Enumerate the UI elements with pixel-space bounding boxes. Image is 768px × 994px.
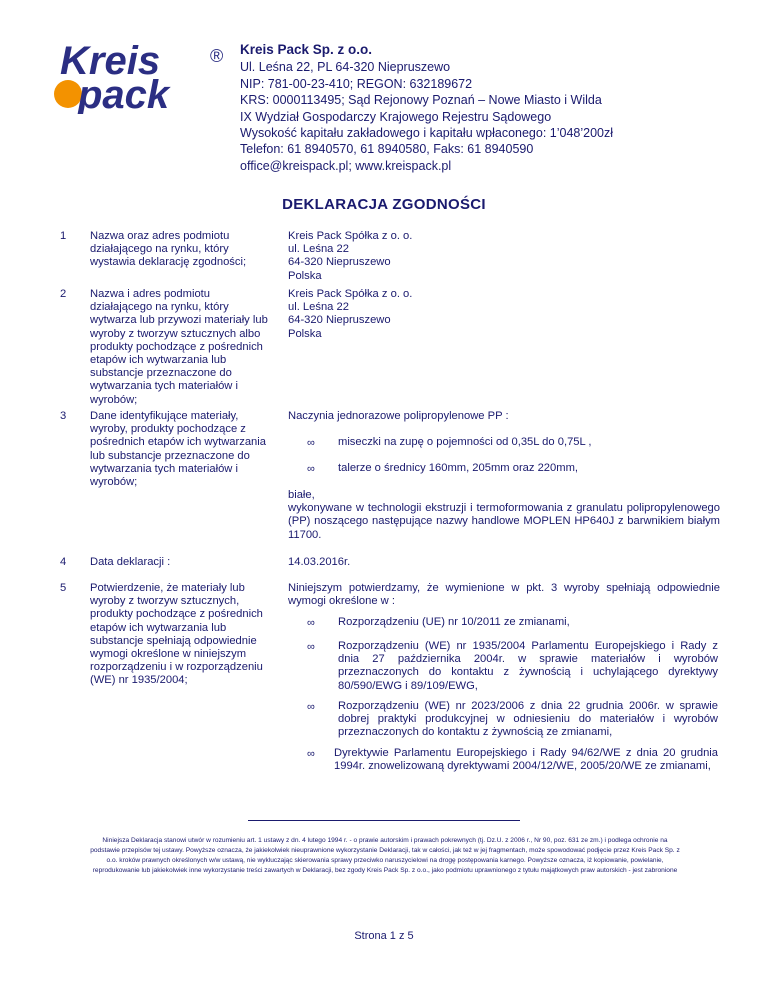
row-value: Kreis Pack Spółka z o. o. ul. Leśna 22 64-320 Niepruszewo Polska <box>288 230 413 282</box>
bullet-icon: ∞ <box>307 748 315 760</box>
footer-divider <box>248 820 520 821</box>
row-label: Potwierdzenie, że materiały lub wyroby z tworzyw sztucznych, produkty pochodzące z pośrednich etapów ich wytwarzania lub substancje spełniają odpowiednie wymogi określone w niniejszym rozporządzeniu i w rozporządzeniu (WE) nr 1935/2004; <box>90 582 263 687</box>
bullet-icon: ∞ <box>307 463 315 475</box>
row-number: 4 <box>60 556 67 568</box>
logo-text-kreis: Kreis <box>60 40 161 83</box>
bullet-text: Dyrektywie Parlamentu Europejskiego i Rady 94/62/WE z dnia 20 grudnia 1994r. znowelizowaną dyrektywami 2004/12/WE, 2005/20/WE ze zmianami, <box>334 747 718 773</box>
row-number: 2 <box>60 288 67 300</box>
row-number: 3 <box>60 410 67 422</box>
header-capital: Wysokość kapitału zakładowego i kapitału wpłaconego: 1’048’200zł <box>240 126 614 141</box>
copyright-notice: Niniejsza Deklaracja stanowi utwór w rozumieniu art. 1 ustawy z dn. 4 lutego 1994 r. - o prawie autorskim i prawach pokrewnych (tj. Dz.U. z 2006 r., Nr 90, poz. 631 ze zm.) i podlega ochronie na podstawie przepisów tej ustawy. Powyższe oznacza, że jakiekolwiek nieuprawnione wykorzystanie Deklaracji, tak w całości, jak też w jej fragmentach, może spowodować podjęcie przez Kreis Pack Sp. z o.o. kroków prawnych określonych w/w ustawą, nie wykluczając skierowania sprawy przeciwko naruszycielowi na drogę postępowania karnego. Powyższe oznacza, iż kopiowanie, powielanie, reprodukowanie lub jakiekolwiek inne wykorzystanie treści zawartych w Deklaracji, bez zgody Kreis Pack Sp. z o.o., jako podmiotu uprawnionego z tytułu majątkowych praw autorskich - jest zabronione <box>90 837 680 874</box>
row-label: Nazwa oraz adres podmiotu działającego na rynku, który wystawia deklarację zgodności; <box>90 230 247 269</box>
page-number: Strona 1 z 5 <box>354 930 414 942</box>
registered-mark: ® <box>210 46 224 66</box>
header-court: IX Wydział Gospodarczy Krajowego Rejestru Sądowego <box>240 109 552 124</box>
row-value: 14.03.2016r. <box>288 556 351 568</box>
header-nip-regon: NIP: 781-00-23-410; REGON: 632189672 <box>240 76 473 91</box>
header-address: Ul. Leśna 22, PL 64-320 Niepruszewo <box>240 60 451 75</box>
bullet-text: miseczki na zupę o pojemności od 0,35L do 0,75L , <box>338 436 592 448</box>
bullet-icon: ∞ <box>307 617 315 629</box>
row-label: Dane identyfikujące materiały, wyroby, produkty pochodzące z pośrednich etapów ich wytwarzania lub substancje przeznaczone do wytwarzania tych materiałów i wyrobów; <box>90 410 266 489</box>
company-name: Kreis Pack Sp. z o.o. <box>240 42 373 57</box>
bullet-icon: ∞ <box>307 437 315 449</box>
bullet-icon: ∞ <box>307 701 315 713</box>
row-intro: Niniejszym potwierdzamy, że wymienione w pkt. 3 wyroby spełniają odpowiednie wymogi określone w : <box>288 582 720 608</box>
row-description: białe, wykonywane w technologii ekstruzji i termoformowania z granulatu polipropylenowego (PP) noszącego następujące nazwy handlowe MOPLEN HP640J z barwnikiem białym 11700. <box>288 489 720 541</box>
bullet-text: Rozporządzeniu (WE) nr 2023/2006 z dnia 22 grudnia 2006r. w sprawie dobrej praktyki produkcyjnej w odniesieniu do materiałów i wyrobów przeznaczonych do kontaktu z żywnością ze zmianami, <box>338 700 718 739</box>
company-logo <box>54 40 230 114</box>
row-value: Kreis Pack Spółka z o. o. ul. Leśna 22 64-320 Niepruszewo Polska <box>288 288 413 340</box>
document-title: DEKLARACJA ZGODNOŚCI <box>282 196 486 213</box>
row-label: Nazwa i adres podmiotu działającego na rynku, który wytwarza lub przywozi materiały lub wyroby z tworzyw sztucznych albo produkty pochodzące z pośrednich etapów ich wytwarzania lub substancje przeznaczone do wytwarzania tych materiałów i wyrobów; <box>90 288 268 406</box>
header-phone: Telefon: 61 8940570, 61 8940580, Faks: 61 8940590 <box>240 142 534 157</box>
bullet-icon: ∞ <box>307 641 315 653</box>
bullet-text: Rozporządzeniu (WE) nr 1935/2004 Parlamentu Europejskiego i Rady z dnia 27 października 2004r. w sprawie materiałów i wyrobów przeznaczonych do kontaktu z żywnością i uchylającego dyrektywy 80/590/EWG i 89/109/EWG, <box>338 640 718 692</box>
bullet-text: Rozporządzeniu (UE) nr 10/2011 ze zmianami, <box>338 616 570 628</box>
row-intro: Naczynia jednorazowe polipropylenowe PP : <box>288 410 509 422</box>
kreispack-logo-graphic <box>54 40 230 114</box>
company-header <box>240 42 613 174</box>
row-number: 5 <box>60 582 67 594</box>
logo-text-pack: pack <box>78 73 170 114</box>
bullet-text: talerze o średnicy 160mm, 205mm oraz 220mm, <box>338 462 579 474</box>
header-email: office@kreispack.pl; www.kreispack.pl <box>240 158 452 173</box>
row-number: 1 <box>60 230 67 242</box>
header-krs: KRS: 0000113495; Sąd Rejonowy Poznań – Nowe Miasto i Wilda <box>240 93 602 108</box>
row-label: Data deklaracji : <box>90 556 171 568</box>
